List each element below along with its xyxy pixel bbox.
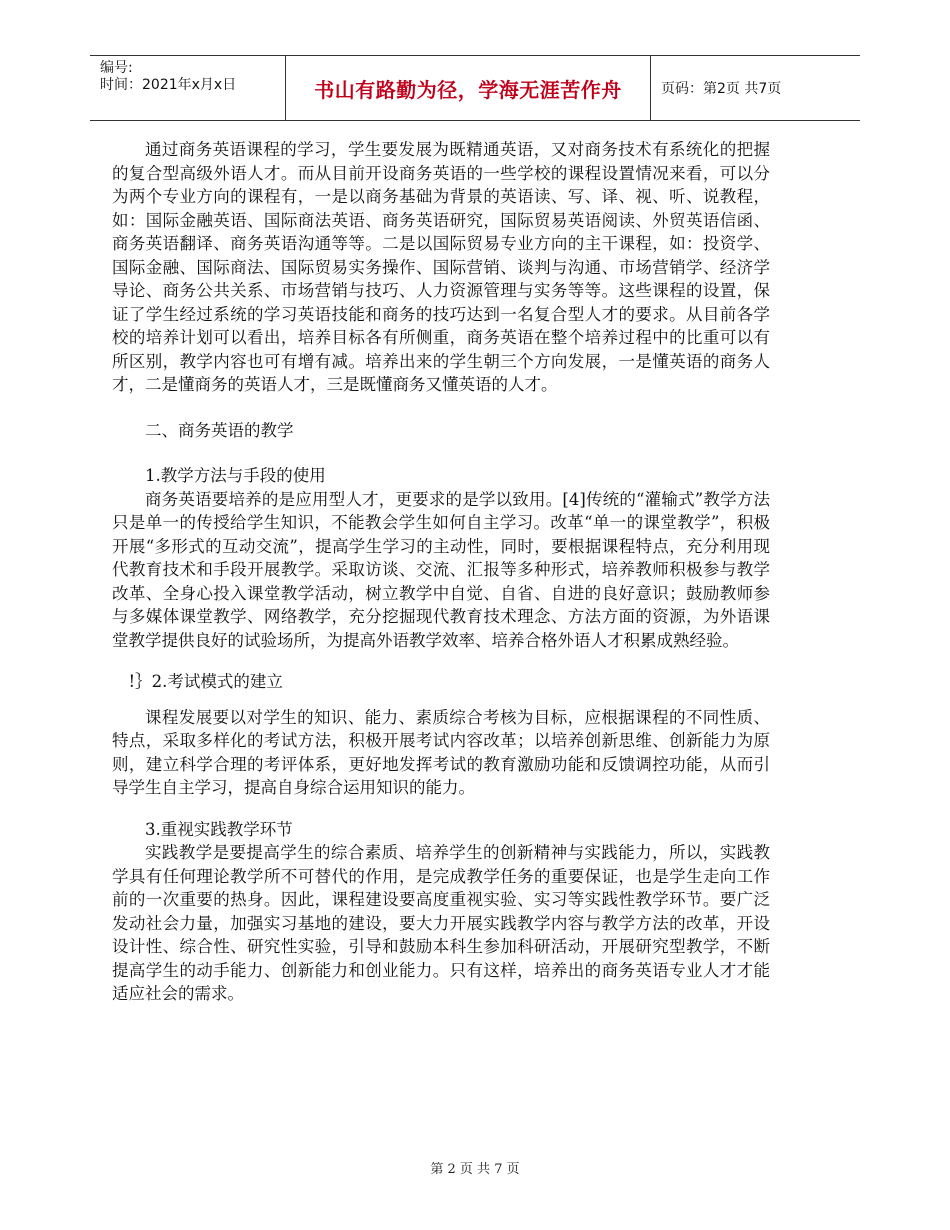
subheading-methods: 1.教学方法与手段的使用 xyxy=(145,466,326,485)
paragraph-methods: 商务英语要培养的是应用型人才，更要求的是学以致用。[4]传统的“灌输式”教学方法只是单一的传授给学生知识，不能教会学生如何自主学习。改革“单一的课堂教学”，积极开展“多形式的互动交流”，提高学生学习的主动性，同时，要根据课程特点，充分利用现代教育技术和手段开展教学。采取访谈、交流、汇报等多种形式，培养教师积极参与教学改革、全身心投入课堂教学活动，树立教学中自觉、自省、自进的良好意识；鼓励教师参与多媒体课堂教学、网络教学，充分挖掘现代教育技术理念、方法方面的资源，为外语课堂教学提供良好的试验场所，为提高外语教学效率、培养合格外语人才积累成熟经验。 xyxy=(112,489,770,650)
header-motto: 书山有路勤为径，学海无涯苦作舟 xyxy=(286,56,651,120)
document-body xyxy=(112,138,770,1006)
header-page-number: 页码：第2页 共7页 xyxy=(661,81,782,97)
subheading-exam: !｝2.考试模式的建立 xyxy=(128,672,283,691)
document-time-label: 时间：2021年x月x日 xyxy=(100,77,237,93)
page-header xyxy=(90,55,860,121)
subheading-practice: 3.重视实践教学环节 xyxy=(145,819,293,839)
page-footer: 第 2 页 共 7 页 xyxy=(430,1162,520,1177)
section-heading-teaching: 二、商务英语的教学 xyxy=(145,420,294,440)
header-info xyxy=(90,56,286,120)
paragraph-curriculum: 通过商务英语课程的学习，学生要发展为既精通英语，又对商务技术有系统化的把握的复合型高级外语人才。而从目前开设商务英语的一些学校的课程设置情况来看，可以分为两个专业方向的课程有，一是以商务基础为背景的英语读、写、译、视、听、说教程，如：国际金融英语、国际商法英语、商务英语研究，国际贸易英语阅读、外贸英语信函、商务英语翻译、商务英语沟通等等。二是以国际贸易专业方向的主干课程，如：投资学、国际金融、国际商法、国际贸易实务操作、国际营销、谈判与沟通、市场营销学、经济学导论、商务公共关系、市场营销与技巧、人力资源管理与实务等等。这些课程的设置，保证了学生经过系统的学习英语技能和商务的技巧达到一名复合型人才的要求。从目前各学校的培养计划可以看出，培养目标各有所侧重，商务英语在整个培养过程中的比重可以有所区别，教学内容也可有增有减。培养出来的学生朝三个方向发展，一是懂英语的商务人才，二是懂商务的英语人才，三是既懂商务又懂英语的人才。 xyxy=(112,140,770,394)
paragraph-practice: 实践教学是要提高学生的综合素质、培养学生的创新精神与实践能力，所以，实践教学具有任何理论教学所不可替代的作用，是完成教学任务的重要保证，也是学生走向工作前的一次重要的热身。因此，课程建设要高度重视实验、实习等实践性教学环节。要广泛发动社会力量，加强实习基地的建设，要大力开展实践教学内容与教学方法的改革，开设设计性、综合性、研究性实验，引导和鼓励本科生参加科研活动，开展研究型教学，不断提高学生的动手能力、创新能力和创业能力。只有这样，培养出的商务英语专业人才才能适应社会的需求。 xyxy=(112,843,770,1003)
document-number-label: 编号: xyxy=(100,60,133,76)
paragraph-exam: 课程发展要以对学生的知识、能力、素质综合考核为目标，应根据课程的不同性质、特点，采取多样化的考试方法，积极开展考试内容改革；以培养创新思维、创新能力为原则，建立科学合理的考评体系，更好地发挥考试的教育激励功能和反馈调控功能，从而引导学生自主学习，提高自身综合运用知识的能力。 xyxy=(112,707,770,797)
